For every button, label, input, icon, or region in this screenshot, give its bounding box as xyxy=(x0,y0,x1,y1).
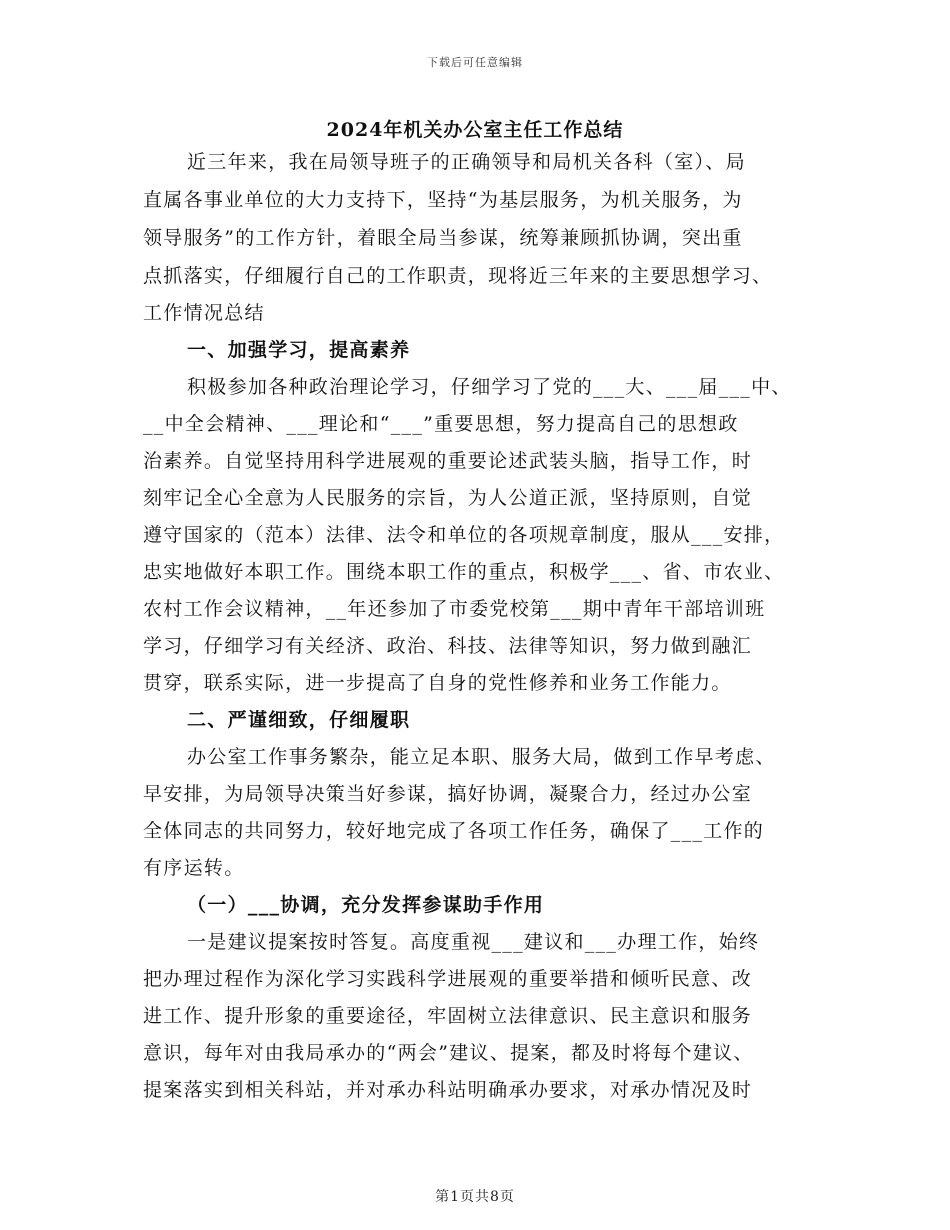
paragraph-line: 有序运转。 xyxy=(143,857,245,879)
paragraph-line: 点抓落实，仔细履行自己的工作职责，现将近三年来的主要思想学习、 xyxy=(143,265,773,287)
paragraph-line: 全体同志的共同努力，较好地完成了各项工作任务，确保了___工作的 xyxy=(143,820,765,842)
paragraph-line: 贯穿，联系实际，进一步提高了自身的党性修养和业务工作能力。 xyxy=(143,672,732,694)
paragraph-line: 直属各事业单位的大力支持下，坚持“为基层服务，为机关服务，为 xyxy=(143,189,743,211)
document-title: 2024年机关办公室主任工作总结 xyxy=(326,119,624,141)
paragraph-line: 进工作、提升形象的重要途径，牢固树立法律意识、民主意识和服务 xyxy=(143,1005,753,1027)
paragraph-line: 遵守国家的（范本）法律、法令和单位的各项规章制度，服从___安排， xyxy=(143,524,785,546)
header-note: 下载后可任意编辑 xyxy=(427,56,523,69)
paragraph-line: 一是建议提案按时答复。高度重视___建议和___办理工作，始终 xyxy=(187,931,760,953)
paragraph-line: 积极参加各种政治理论学习，仔细学习了党的___大、___届___中、 xyxy=(187,376,792,398)
paragraph-line: 意识，每年对由我局承办的“两会”建议、提案，都及时将每个建议、 xyxy=(143,1042,754,1064)
section-heading: 二、严谨细致，仔细履职 xyxy=(187,709,411,731)
paragraph-line: 忠实地做好本职工作。围绕本职工作的重点，积极学___、省、市农业、 xyxy=(143,561,785,583)
paragraph-line: 把办理过程作为深化学习实践科学进展观的重要举措和倾听民意、改 xyxy=(143,968,753,990)
paragraph-line: 治素养。自觉坚持用科学进展观的重要论述武装头脑，指导工作，时 xyxy=(143,450,753,472)
paragraph-line: 农村工作会议精神，__年还参加了市委党校第___期中青年干部培训班 xyxy=(143,598,766,620)
paragraph-line: __中全会精神、___理论和“___”重要思想，努力提高自己的思想政 xyxy=(143,413,739,435)
paragraph-line: 办公室工作事务繁杂，能立足本职、服务大局，做到工作早考虑、 xyxy=(187,746,776,768)
paragraph-line: 工作情况总结 xyxy=(143,302,265,324)
paragraph-line: 提案落实到相关科站，并对承办科站明确承办要求，对承办情况及时 xyxy=(143,1079,753,1101)
paragraph-line: 刻牢记全心全意为人民服务的宗旨，为人公道正派，坚持原则，自觉 xyxy=(143,487,753,509)
paragraph-line: 近三年来，我在局领导班子的正确领导和局机关各科（室）、局 xyxy=(187,151,746,173)
page-footer: 第1页共8页 xyxy=(435,1189,515,1205)
subsection-heading: （一）___协调，充分发挥参谋助手作用 xyxy=(187,894,545,916)
paragraph-line: 学习，仔细学习有关经济、政治、科技、法律等知识，努力做到融汇 xyxy=(143,635,753,657)
paragraph-line: 早安排，为局领导决策当好参谋，搞好协调，凝聚合力，经过办公室 xyxy=(143,783,753,805)
section-heading: 一、加强学习，提高素养 xyxy=(187,339,411,361)
paragraph-line: 领导服务”的工作方针，着眼全局当参谋，统筹兼顾抓协调，突出重 xyxy=(143,227,743,249)
